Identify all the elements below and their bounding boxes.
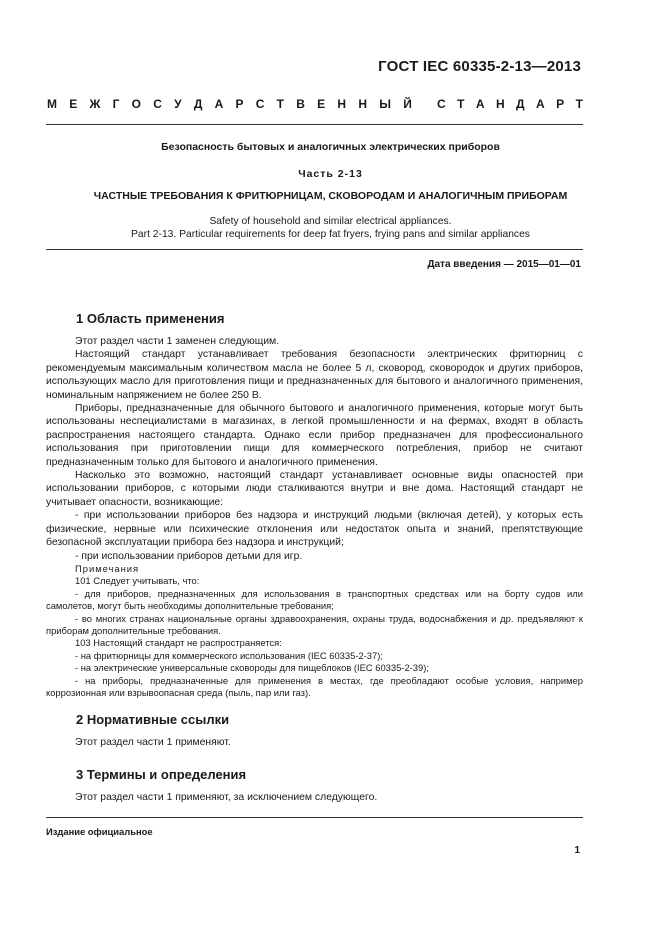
banner-letter: В: [296, 97, 305, 111]
english-title-line2: Part 2-13. Particular requirements for deep fat fryers, frying pans and similar appliances: [131, 229, 530, 240]
footer-divider: [46, 817, 583, 818]
banner-letter: Д: [193, 97, 203, 111]
section-heading: 2 Нормативные ссылки: [76, 712, 230, 727]
banner-letter: М: [47, 97, 57, 111]
note-item: - для приборов, предназначенных для использования в транспортных средствах или на борту судов или самолетов, могут быть необходимы дополнительные требования;: [46, 587, 583, 612]
banner-letter: Е: [69, 97, 78, 111]
section-heading: 3 Термины и определения: [76, 767, 247, 782]
official-edition-label: Издание официальное: [46, 826, 153, 837]
document-subtitle: ЧАСТНЫЕ ТРЕБОВАНИЯ К ФРИТЮРНИЦАМ, СКОВОРОДАМ И АНАЛОГИЧНЫМ ПРИБОРАМ: [93, 190, 568, 202]
banner-letter: Т: [276, 97, 285, 111]
banner-letter: Т: [457, 97, 465, 111]
banner-letter: Г: [112, 97, 120, 111]
note-item: - на фритюрницы для коммерческого использования (IEC 60335-2-37);: [75, 649, 383, 661]
document-title: Безопасность бытовых и аналогичных электрических приборов: [161, 141, 500, 153]
introduction-date: Дата введения — 2015—01—01: [427, 259, 581, 270]
note-item: 103 Настоящий стандарт не распространяется:: [75, 637, 282, 649]
banner-letter: А: [214, 97, 224, 111]
banner-letter: У: [174, 97, 182, 111]
title-divider: [46, 249, 583, 250]
banner-letter: Р: [556, 97, 565, 111]
banner-letter: Й: [403, 97, 412, 111]
notes-block: [46, 563, 583, 699]
banner-letter: С: [437, 97, 446, 111]
banner-letter: Д: [516, 97, 525, 111]
section-body: [46, 335, 583, 563]
paragraph: - при использовании приборов без надзора и инструкций людьми (включая детей), у которых есть физические, нервные или психические отклонения или недостаток опыта и знаний, препятствующие безопасной эксплуатации прибора без надзора и инструкций;: [46, 510, 583, 549]
note-item: - во многих странах национальные органы здравоохранения, охраны труда, водоснабжения и др. предъявляют к приборам дополнительные требования.: [46, 612, 583, 637]
banner-letter: С: [153, 97, 162, 111]
banner-letter: Е: [317, 97, 326, 111]
banner-letter: Н: [495, 97, 505, 111]
notes-heading: Примечания: [75, 563, 140, 574]
page-number: 1: [574, 845, 580, 856]
banner-letter: Ж: [89, 97, 101, 111]
paragraph: Настоящий стандарт устанавливает требования безопасности электрических фритюрниц с рекомендуемым максимальным количеством масла не более 5 л, сковород, сковородок и других приборов, использующих масло для приготовления пищи и предназначенных для бытового и аналогичного применения, номинальным напряжением не более 250 В.: [46, 349, 583, 401]
paragraph: Этот раздел части 1 заменен следующим.: [75, 336, 280, 347]
banner-letter: Ы: [379, 97, 391, 111]
note-item: - на электрические универсальные сковороды для пищеблоков (IEC 60335-2-39);: [75, 662, 429, 674]
paragraph: Приборы, предназначенные для обычного бытового и аналогичного применения, которые могут быть использованы неспециалистами в магазинах, в легкой промышленности и на фермах, входят в область распространения настоящего стандарта. Однако если прибор предназначен для профессионального использования при приготовлении пищи для коммерческого потребления, прибор не считают предназначенным только для бытового и аналогичного применения.: [46, 403, 583, 468]
banner-letter: Н: [337, 97, 347, 111]
banner-letter: А: [475, 97, 485, 111]
interstate-standard-banner: [47, 97, 583, 113]
banner-letter: Н: [358, 97, 367, 111]
banner-letter: А: [536, 97, 545, 111]
note-item: 101 Следует учитывать, что:: [75, 575, 200, 587]
paragraph: Насколько это возможно, настоящий стандарт устанавливает основные виды опасностей при использовании приборов, с которыми люди сталкиваются внутри и вне дома. Настоящий стандарт не учитывает опасности, возникающие:: [46, 470, 583, 508]
paragraph: - при использовании приборов детьми для игр.: [75, 550, 303, 562]
section-text: Этот раздел части 1 применяют, за исключением следующего.: [75, 792, 378, 803]
section-heading: 1 Область применения: [76, 311, 225, 326]
header-divider: [46, 124, 583, 125]
banner-letter: О: [131, 97, 141, 111]
standard-code: ГОСТ IEC 60335-2-13—2013: [378, 58, 581, 75]
note-item: - на приборы, предназначенные для применения в местах, где преобладают особые условия, например коррозионная или взрывоопасная среда (пыль, пар или газ).: [46, 674, 583, 699]
banner-letter: С: [255, 97, 265, 111]
banner-letter: Р: [235, 97, 244, 111]
part-label: Часть 2-13: [298, 168, 363, 180]
section-text: Этот раздел части 1 применяют.: [75, 737, 231, 748]
english-title-line1: Safety of household and similar electrical appliances.: [209, 216, 452, 227]
interstate-word: [47, 97, 412, 111]
standard-word: [437, 97, 583, 111]
banner-letter: Т: [575, 97, 583, 111]
